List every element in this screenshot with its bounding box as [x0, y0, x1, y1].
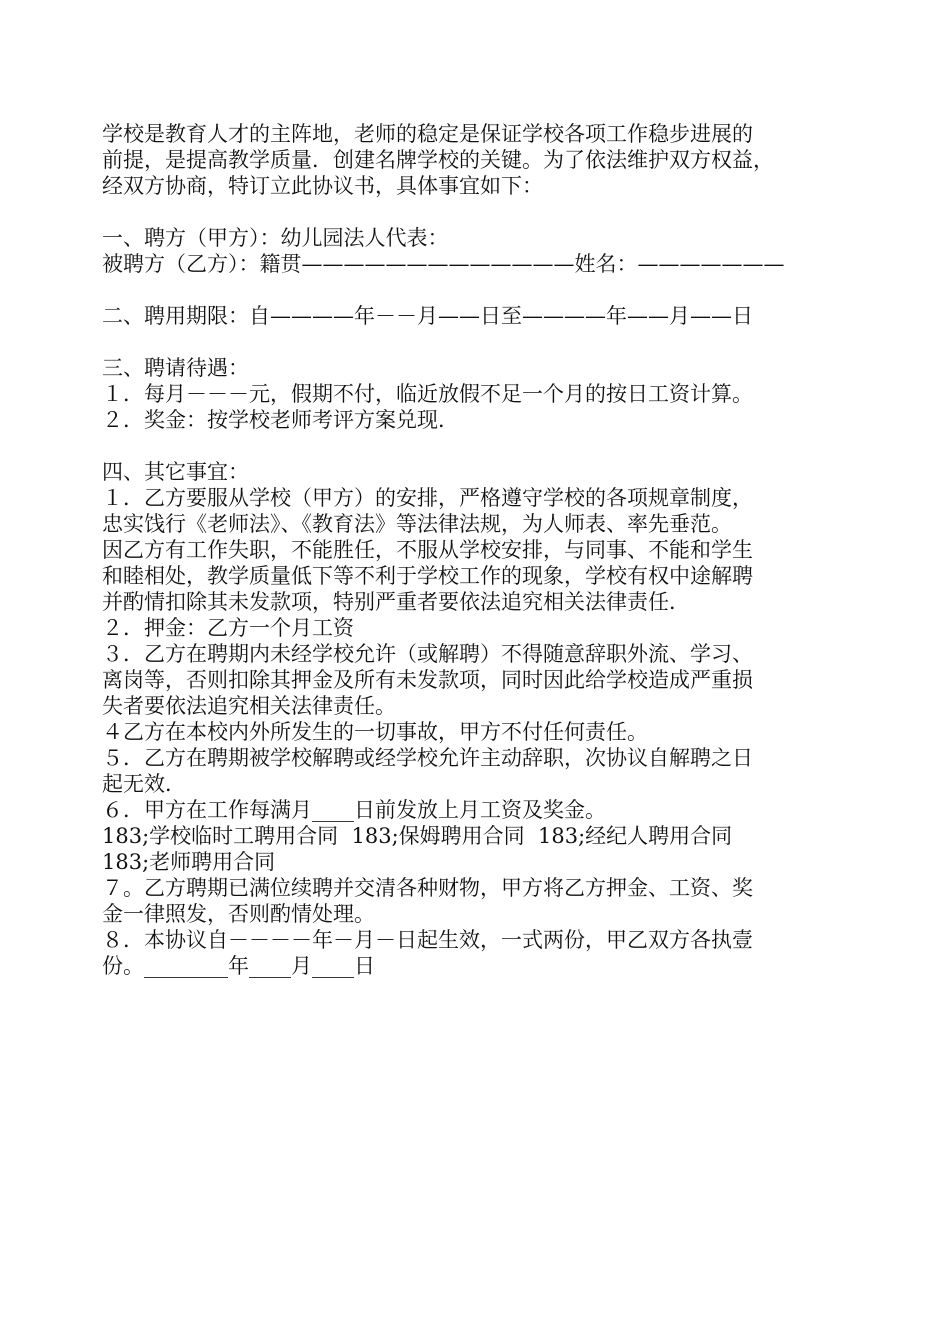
section-heading: 一、聘方（甲方）：幼儿园法人代表：	[102, 226, 449, 250]
section-line: 被聘方（乙方）：籍贯—————————————姓名：———————	[102, 252, 785, 276]
section-other-matters	[102, 459, 862, 979]
intro-paragraph	[102, 121, 862, 199]
section-line: 金一律照发，否则酌情处理。	[102, 902, 375, 926]
section-line: 和睦相处，教学质量低下等不利于学校工作的现象，学校有权中途解聘	[102, 564, 753, 588]
section-parties	[102, 225, 862, 277]
section-line: ８．本协议自－－－－年－月－日起生效，一式两份，甲乙双方各执壹	[102, 928, 753, 952]
intro-line: 前提，是提高教学质量．创建名牌学校的关键。为了依法维护双方权益，	[102, 148, 774, 172]
section-line: 并酌情扣除其未发款项，特别严重者要依法追究相关法律责任．	[102, 590, 690, 614]
section-heading: 四、其它事宜：	[102, 460, 249, 484]
paragraph-gap	[102, 199, 862, 225]
section-line: ５．乙方在聘期被学校解聘或经学校允许主动辞职，次协议自解聘之日	[102, 746, 753, 770]
document-body	[102, 121, 862, 979]
section-line: ３．乙方在聘期内未经学校允许（或解聘）不得随意辞职外流、学习、	[102, 642, 753, 666]
section-line: 离岗等，否则扣除其押金及所有未发款项，同时因此给学校造成严重损	[102, 668, 753, 692]
section-line: ７。乙方聘期已满位续聘并交清各种财物，甲方将乙方押金、工资、奖	[102, 876, 753, 900]
intro-line: 经双方协商，特订立此协议书，具体事宜如下：	[102, 174, 543, 198]
section-compensation	[102, 355, 862, 433]
section-line: 失者要依法追究相关法律责任。	[102, 694, 396, 718]
section-line: ６．甲方在工作每满月____日前发放上月工资及奖金。	[102, 798, 606, 822]
section-line: １．乙方要服从学校（甲方）的安排，严格遵守学校的各项规章制度，	[102, 486, 753, 510]
section-line: ２．奖金：按学校老师考评方案兑现．	[102, 408, 459, 432]
section-line: 起无效．	[102, 772, 186, 796]
section-line: 因乙方有工作失职，不能胜任，不服从学校安排，与同事、不能和学生	[102, 538, 753, 562]
section-line: ２．押金：乙方一个月工资	[102, 616, 354, 640]
section-heading: 二、聘用期限：自————年－－月——日至————年——月——日	[102, 304, 753, 328]
signature-date-line: 份。________年____月____日	[102, 954, 375, 978]
intro-line: 学校是教育人才的主阵地，老师的稳定是保证学校各项工作稳步进展的	[102, 122, 753, 146]
related-links-line: 183;学校临时工聘用合同 183;保姆聘用合同 183;经纪人聘用合同	[102, 824, 733, 848]
related-links-line: 183;老师聘用合同	[102, 850, 276, 874]
section-line: １．每月－－－元，假期不付，临近放假不足一个月的按日工资计算。	[102, 382, 753, 406]
paragraph-gap	[102, 433, 862, 459]
section-term	[102, 303, 862, 329]
section-line: ４乙方在本校内外所发生的一切事故，甲方不付任何责任。	[102, 720, 648, 744]
paragraph-gap	[102, 277, 862, 303]
section-heading: 三、聘请待遇：	[102, 356, 249, 380]
section-line: 忠实饯行《老师法》、《教育法》等法律法规，为人师表、率先垂范。	[102, 512, 732, 536]
paragraph-gap	[102, 329, 862, 355]
